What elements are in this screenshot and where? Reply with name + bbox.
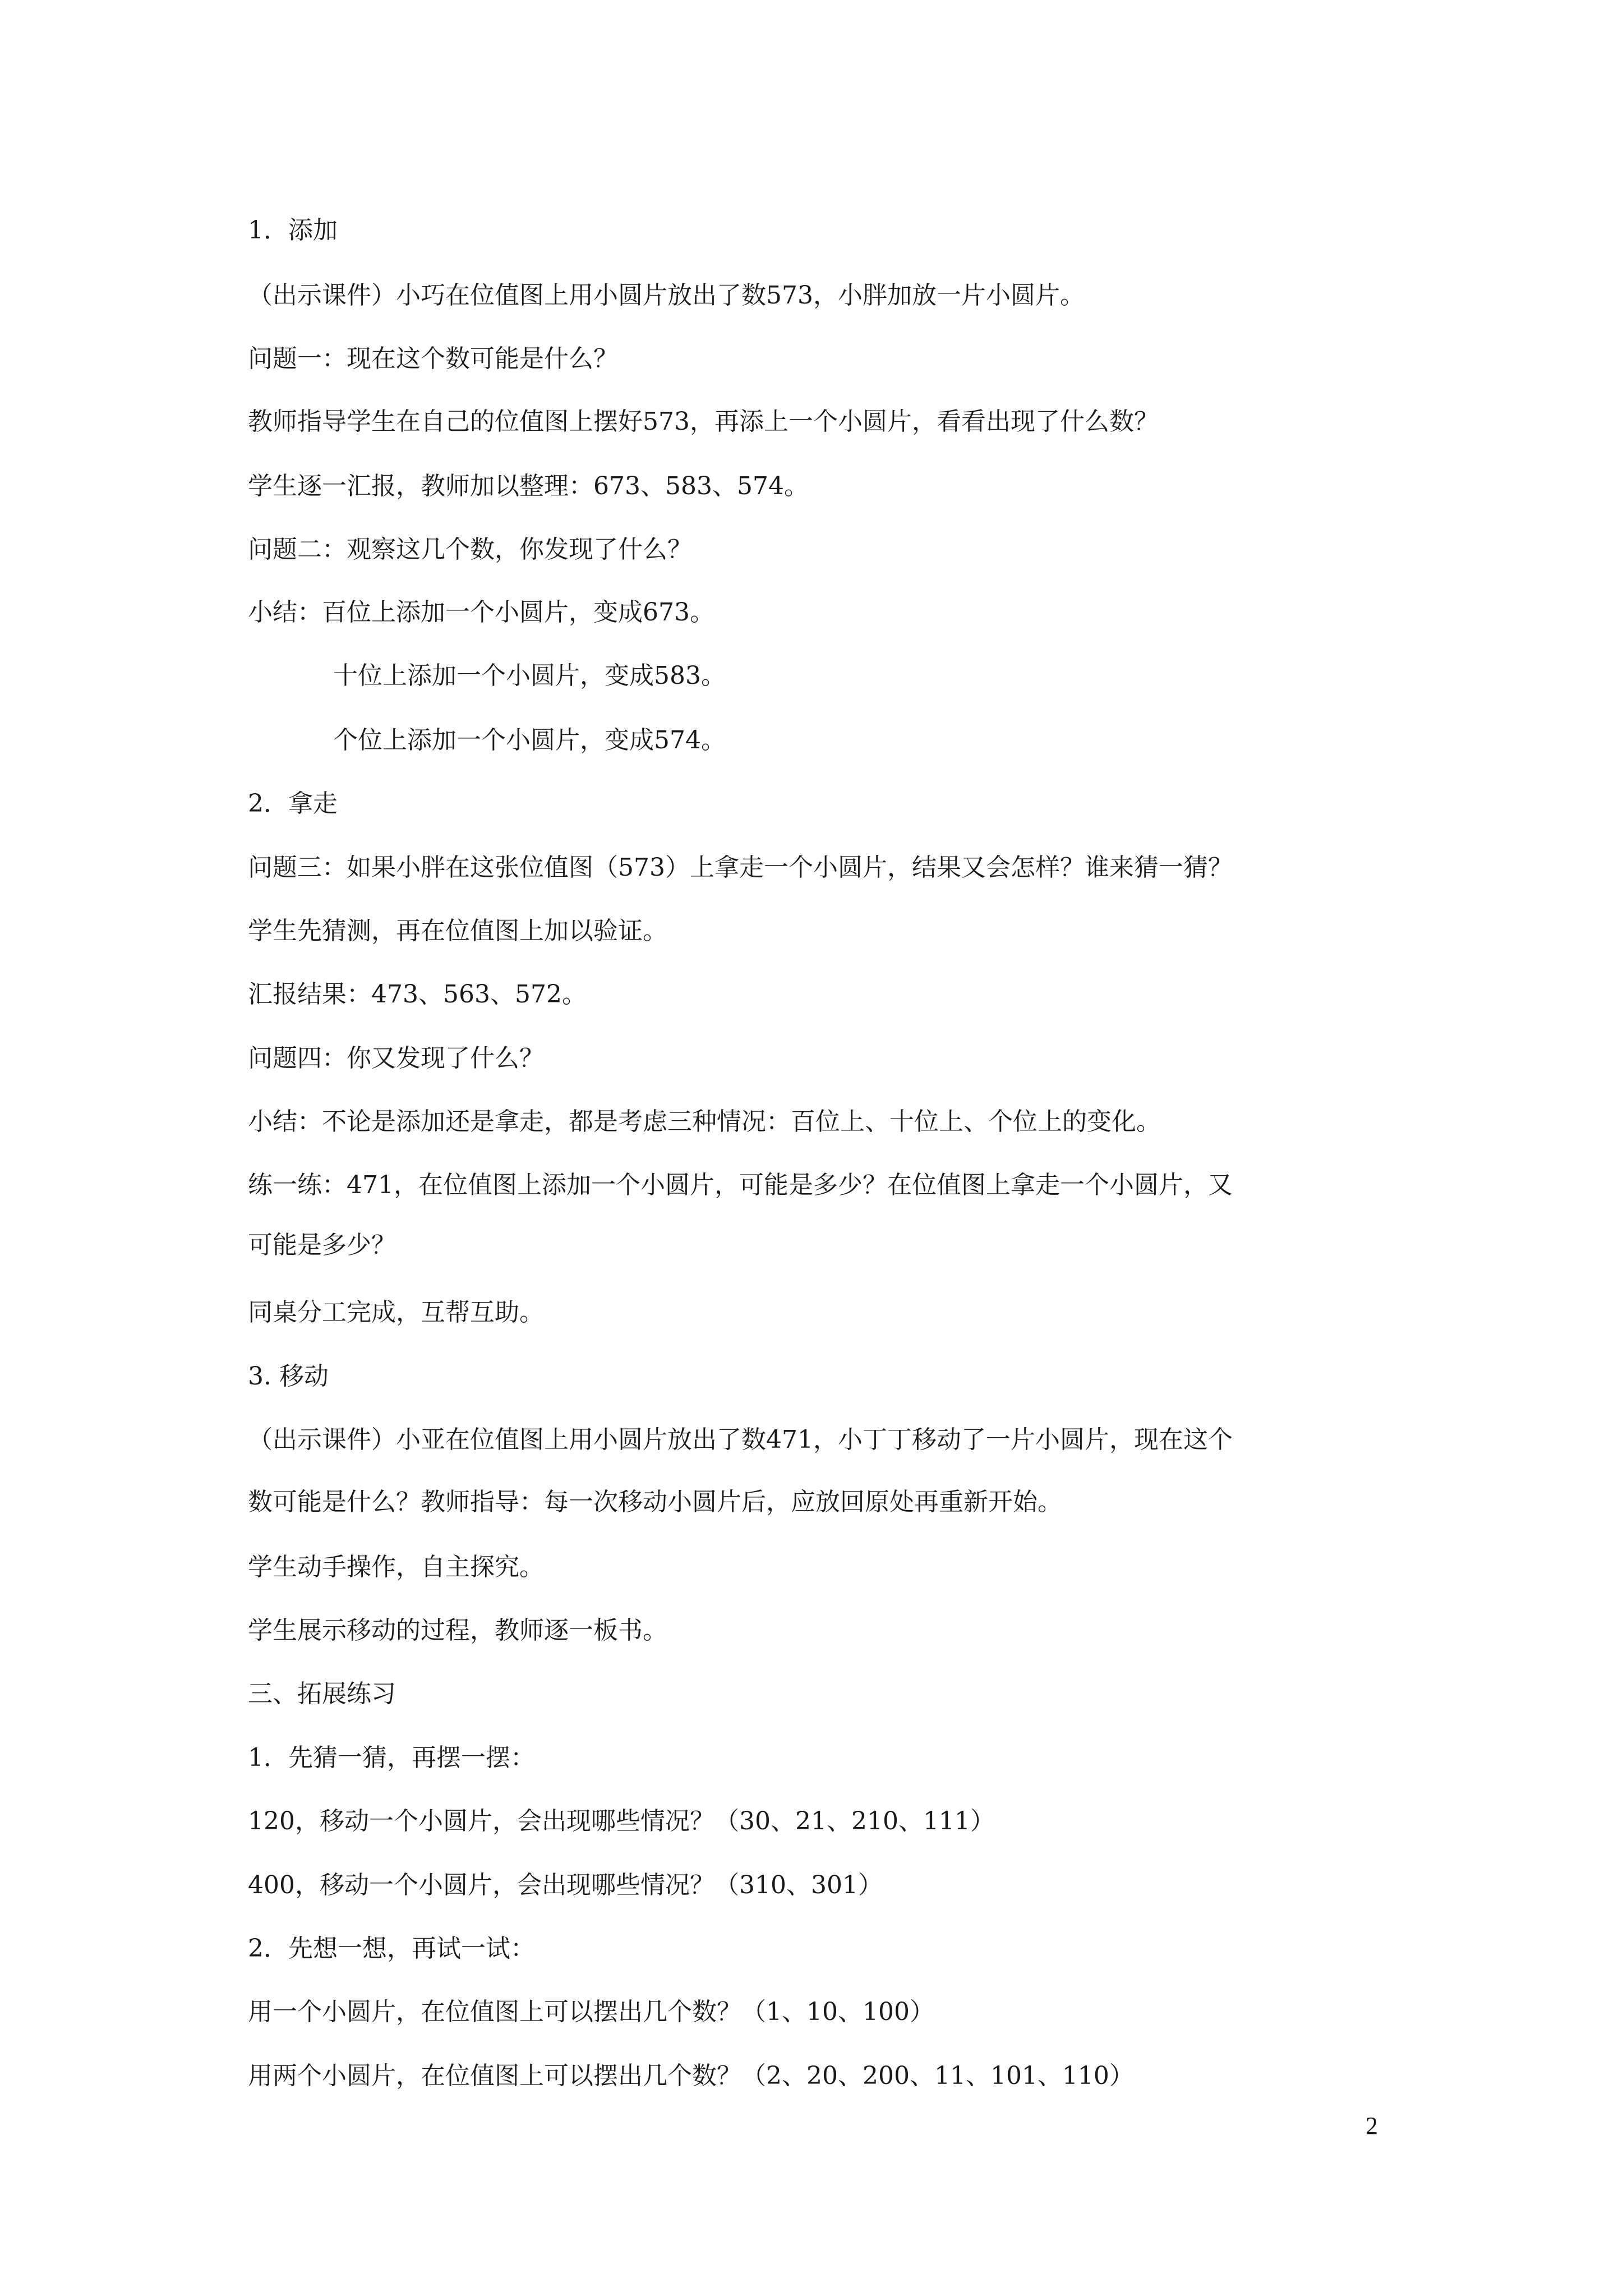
question-4: 问题四：你又发现了什么？ bbox=[248, 1044, 544, 1073]
exercise-item: 用一个小圆片，在位值图上可以摆出几个数？（1、10、100） bbox=[248, 1998, 934, 2026]
section-heading-remove: 2．拿走 bbox=[248, 789, 338, 818]
exercise-item: 400，移动一个小圆片，会出现哪些情况？（310、301） bbox=[248, 1871, 883, 1899]
summary-line: 小结：百位上添加一个小圆片，变成673。 bbox=[248, 598, 714, 627]
paragraph: 学生展示移动的过程，教师逐一板书。 bbox=[248, 1616, 667, 1645]
question-2: 问题二：观察这几个数，你发现了什么？ bbox=[248, 535, 692, 564]
summary-line: 个位上添加一个小圆片，变成574。 bbox=[333, 726, 726, 754]
section-heading-move: 3. 移动 bbox=[248, 1362, 329, 1391]
paragraph: 教师指导学生在自己的位值图上摆好573，再添上一个小圆片，看看出现了什么数？ bbox=[248, 407, 1159, 436]
paragraph: （出示课件）小巧在位值图上用小圆片放出了数573，小胖加放一片小圆片。 bbox=[248, 281, 1085, 310]
question-1: 问题一：现在这个数可能是什么？ bbox=[248, 344, 618, 373]
paragraph: （出示课件）小亚在位值图上用小圆片放出了数471，小丁丁移动了一片小圆片，现在这个 bbox=[248, 1425, 1233, 1454]
summary-line: 小结：不论是添加还是拿走，都是考虑三种情况：百位上、十位上、个位上的变化。 bbox=[248, 1107, 1161, 1136]
exercise-heading: 2．先想一想，再试一试： bbox=[248, 1934, 535, 1963]
question-3: 问题三：如果小胖在这张位值图（573）上拿走一个小圆片，结果又会怎样？谁来猜一猜？ bbox=[248, 853, 1233, 882]
paragraph: 同桌分工完成，互帮互助。 bbox=[248, 1298, 544, 1327]
section-heading-add: 1．添加 bbox=[248, 216, 338, 245]
paragraph: 学生先猜测，再在位值图上加以验证。 bbox=[248, 917, 667, 945]
practice-exercise-continued: 可能是多少？ bbox=[248, 1231, 396, 1259]
exercise-item: 用两个小圆片，在位值图上可以摆出几个数？（2、20、200、11、101、110） bbox=[248, 2062, 1134, 2090]
exercise-heading: 1．先猜一猜，再摆一摆： bbox=[248, 1743, 535, 1772]
summary-line: 十位上添加一个小圆片，变成583。 bbox=[333, 661, 726, 690]
practice-exercise: 练一练：471，在位值图上添加一个小圆片，可能是多少？在位值图上拿走一个小圆片，又 bbox=[248, 1171, 1233, 1199]
paragraph: 汇报结果：473、563、572。 bbox=[248, 980, 587, 1009]
exercise-item: 120，移动一个小圆片，会出现哪些情况？（30、21、210、111） bbox=[248, 1807, 995, 1835]
section-heading-extension: 三、拓展练习 bbox=[248, 1680, 396, 1708]
paragraph: 学生动手操作，自主探究。 bbox=[248, 1553, 544, 1581]
paragraph: 学生逐一汇报，教师加以整理：673、583、574。 bbox=[248, 472, 809, 500]
page-number: 2 bbox=[1366, 2112, 1378, 2139]
paragraph-continued: 数可能是什么？教师指导：每一次移动小圆片后，应放回原处再重新开始。 bbox=[248, 1488, 1062, 1516]
